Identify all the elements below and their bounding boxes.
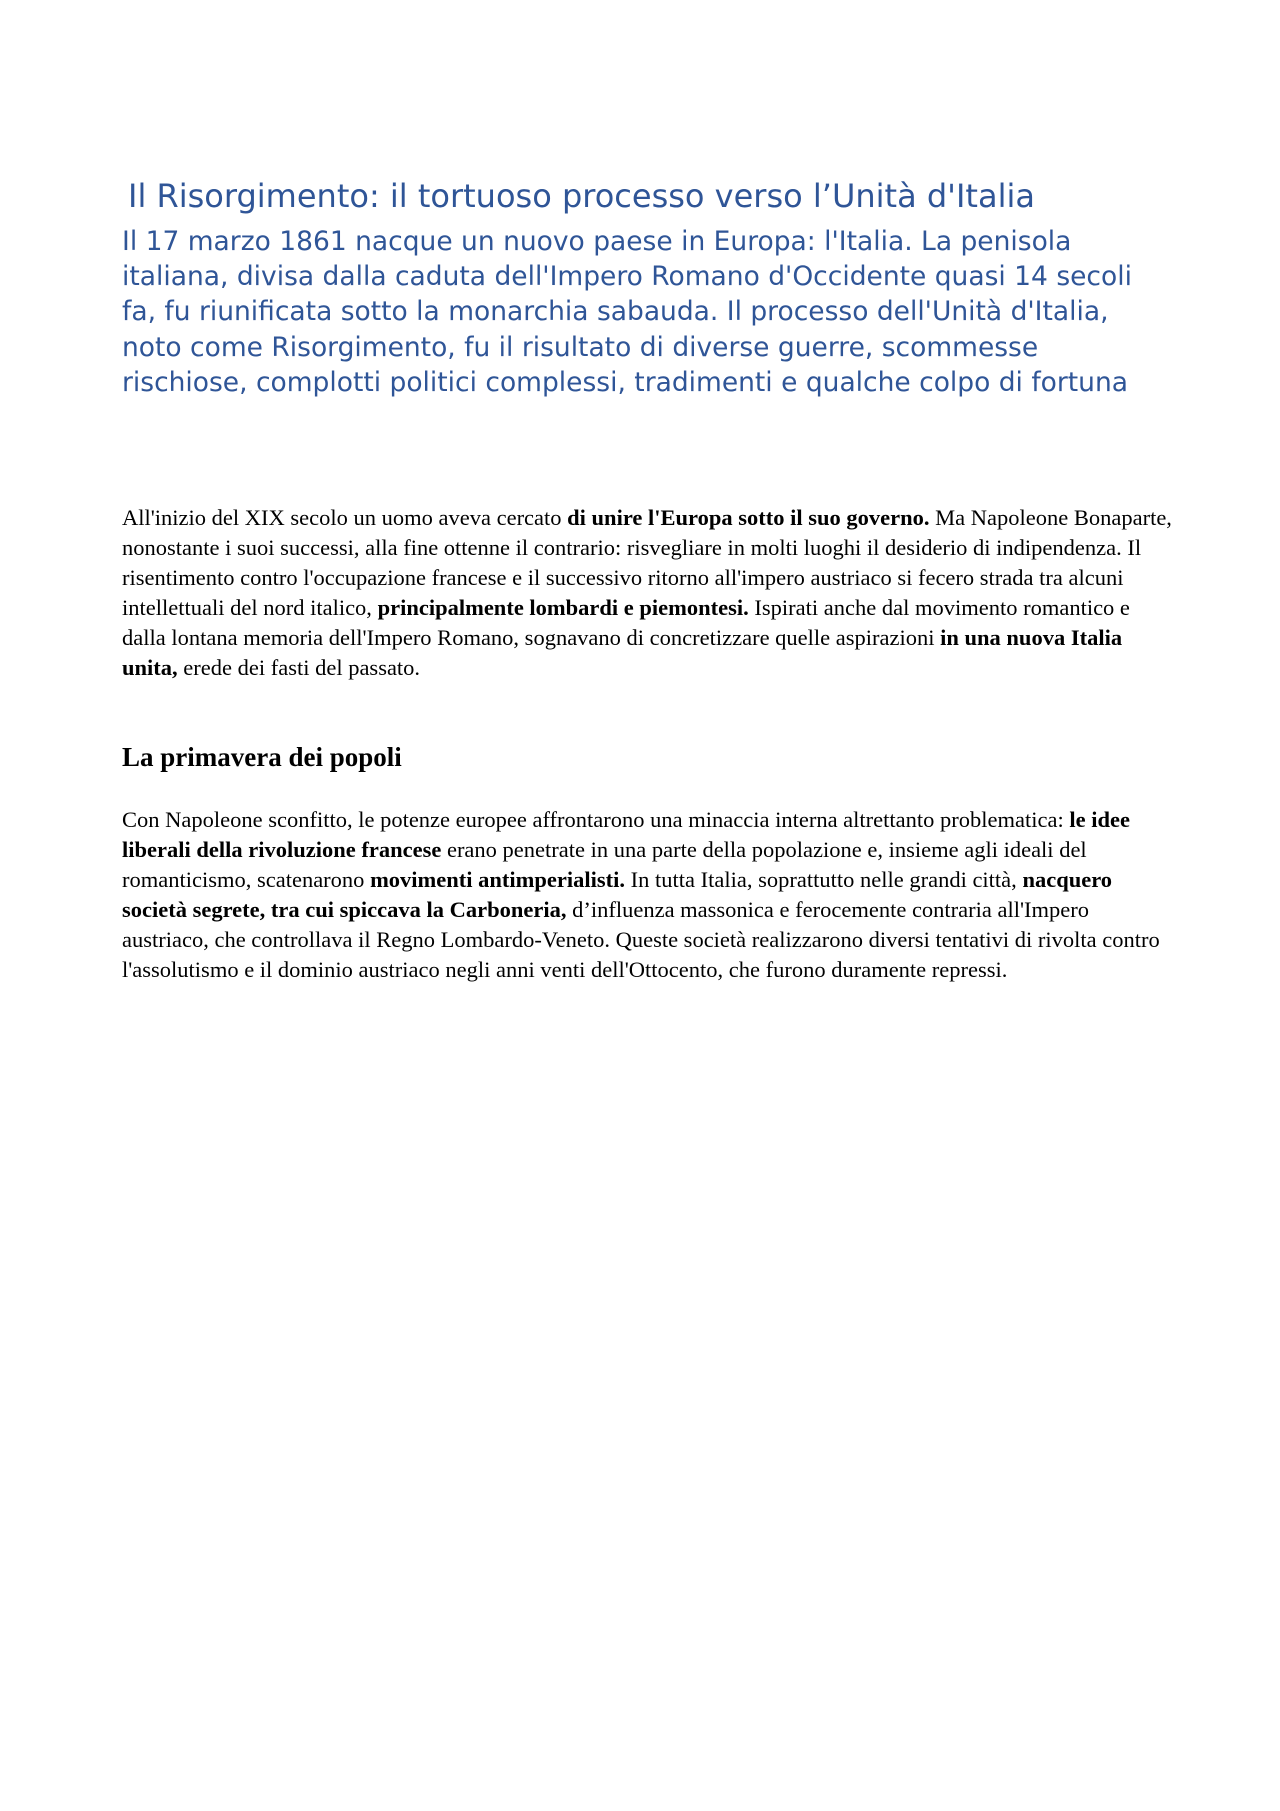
document-subtitle: Il 17 marzo 1861 nacque un nuovo paese in Europa: l'Italia. La penisola italiana, divisa dalla caduta dell'Impero Romano d'Occidente quasi 14 secoli fa, fu riunificata sotto la monarchia sabauda. Il processo dell'Unità d'Italia, noto come Risorgimento, fu il risultato di diverse guerre, scommesse rischiose, complotti politici complessi, tradimenti e qualche colpo di fortuna [122,226,1132,398]
text-run: Ma Napoleone Bonaparte, nonostante i suoi successi, alla fine ottenne il contrario: risvegliare in molti luoghi il desiderio di indipendenza. Il risentimento contro l'occupazione francese e il successivo ritorno all'impero austriaco si fecero strada tra alcuni intellettuali del nord italico, [122,505,1172,620]
intro-paragraph [122,503,1172,683]
text-run: Ispirati anche dal movimento romantico e dalla lontana memoria dell'Impero Romano, sognavano di concretizzare quelle aspirazioni [122,595,1130,650]
text-run: Con Napoleone sconfitto, le potenze europee affrontarono una minaccia interna altrettanto problematica: [122,807,1070,832]
bold-run: le idee liberali della rivoluzione francese [122,807,1130,862]
bold-run: movimenti antimperialisti. [370,867,626,892]
document-title: Il Risorgimento: il tortuoso processo verso l’Unità d'Italia [128,177,1035,215]
text-run: d’influenza massonica e ferocemente contraria all'Impero austriaco, che controllava il Regno Lombardo-Veneto. Queste società realizzarono diversi tentativi di rivolta contro l'assolutismo e il dominio austriaco negli anni venti dell'Ottocento, che furono duramente repressi. [122,897,1160,982]
bold-run: in una nuova Italia unita, [122,625,1123,680]
bold-run: principalmente lombardi e piemontesi. [377,595,749,620]
text-run: In tutta Italia, soprattutto nelle grandi città, [625,867,1023,892]
text-run: All'inizio del XIX secolo un uomo aveva cercato [122,505,568,530]
bold-run: di unire l'Europa sotto il suo governo. [567,505,930,530]
text-run: erano penetrate in una parte della popolazione e, insieme agli ideali del romanticismo, scatenarono [122,837,1087,892]
text-run: erede dei fasti del passato. [177,655,421,680]
section-paragraph [122,805,1172,985]
section-heading: La primavera dei popoli [122,742,402,772]
bold-run: nacquero società segrete, tra cui spiccava la Carboneria, [122,867,1113,922]
